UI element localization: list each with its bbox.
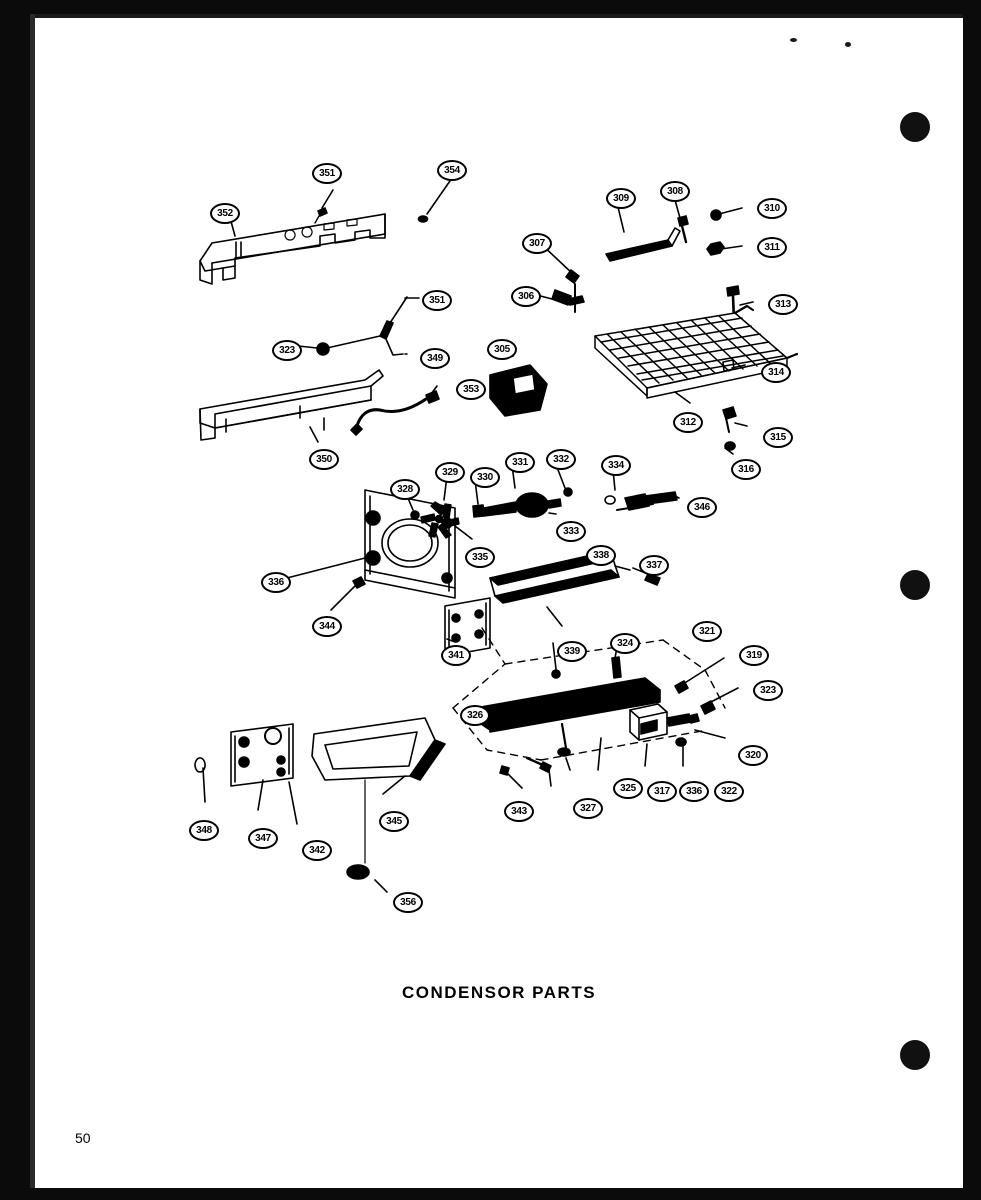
- callout-353[interactable]: 353: [456, 379, 486, 400]
- parts-diagram: [35, 18, 963, 1188]
- callout-305[interactable]: 305: [487, 339, 517, 360]
- callout-356[interactable]: 356: [393, 892, 423, 913]
- callout-338[interactable]: 338: [586, 545, 616, 566]
- callout-317[interactable]: 317: [647, 781, 677, 802]
- scan-border-top: [0, 0, 981, 14]
- callout-326[interactable]: 326: [460, 705, 490, 726]
- callout-308[interactable]: 308: [660, 181, 690, 202]
- diagram-artwork: [35, 18, 963, 1188]
- callout-315[interactable]: 315: [763, 427, 793, 448]
- callout-336-b[interactable]: 336: [679, 781, 709, 802]
- callout-306[interactable]: 306: [511, 286, 541, 307]
- callout-325[interactable]: 325: [613, 778, 643, 799]
- callout-309[interactable]: 309: [606, 188, 636, 209]
- callout-354[interactable]: 354: [437, 160, 467, 181]
- callout-344[interactable]: 344: [312, 616, 342, 637]
- scan-border-right: [963, 0, 981, 1200]
- callout-324[interactable]: 324: [610, 633, 640, 654]
- callout-307[interactable]: 307: [522, 233, 552, 254]
- callout-310[interactable]: 310: [757, 198, 787, 219]
- callout-351-a[interactable]: 351: [312, 163, 342, 184]
- callout-342[interactable]: 342: [302, 840, 332, 861]
- callout-314[interactable]: 314: [761, 362, 791, 383]
- callout-346[interactable]: 346: [687, 497, 717, 518]
- callout-331[interactable]: 331: [505, 452, 535, 473]
- callout-329[interactable]: 329: [435, 462, 465, 483]
- callout-349[interactable]: 349: [420, 348, 450, 369]
- callout-323-a[interactable]: 323: [272, 340, 302, 361]
- callout-345[interactable]: 345: [379, 811, 409, 832]
- callout-352[interactable]: 352: [210, 203, 240, 224]
- callout-350[interactable]: 350: [309, 449, 339, 470]
- callout-328[interactable]: 328: [390, 479, 420, 500]
- scan-border-bottom: [0, 1188, 981, 1200]
- callout-330[interactable]: 330: [470, 467, 500, 488]
- callout-347[interactable]: 347: [248, 828, 278, 849]
- callout-319[interactable]: 319: [739, 645, 769, 666]
- diagram-caption: CONDENSOR PARTS: [401, 983, 597, 1002]
- callout-334[interactable]: 334: [601, 455, 631, 476]
- callout-321[interactable]: 321: [692, 621, 722, 642]
- callout-336[interactable]: 336: [261, 572, 291, 593]
- callout-311[interactable]: 311: [757, 237, 787, 258]
- page-number: 50: [75, 1130, 91, 1146]
- callout-312[interactable]: 312: [673, 412, 703, 433]
- callout-341[interactable]: 341: [441, 645, 471, 666]
- callout-323-b[interactable]: 323: [753, 680, 783, 701]
- callout-332[interactable]: 332: [546, 449, 576, 470]
- callout-322[interactable]: 322: [714, 781, 744, 802]
- callout-339[interactable]: 339: [557, 641, 587, 662]
- callout-343[interactable]: 343: [504, 801, 534, 822]
- callout-320[interactable]: 320: [738, 745, 768, 766]
- callout-335[interactable]: 335: [465, 547, 495, 568]
- callout-313[interactable]: 313: [768, 294, 798, 315]
- callout-333[interactable]: 333: [556, 521, 586, 542]
- callout-351-b[interactable]: 351: [422, 290, 452, 311]
- callout-348[interactable]: 348: [189, 820, 219, 841]
- scan-border-left: [0, 0, 30, 1200]
- callout-316[interactable]: 316: [731, 459, 761, 480]
- callout-327[interactable]: 327: [573, 798, 603, 819]
- callout-337[interactable]: 337: [639, 555, 669, 576]
